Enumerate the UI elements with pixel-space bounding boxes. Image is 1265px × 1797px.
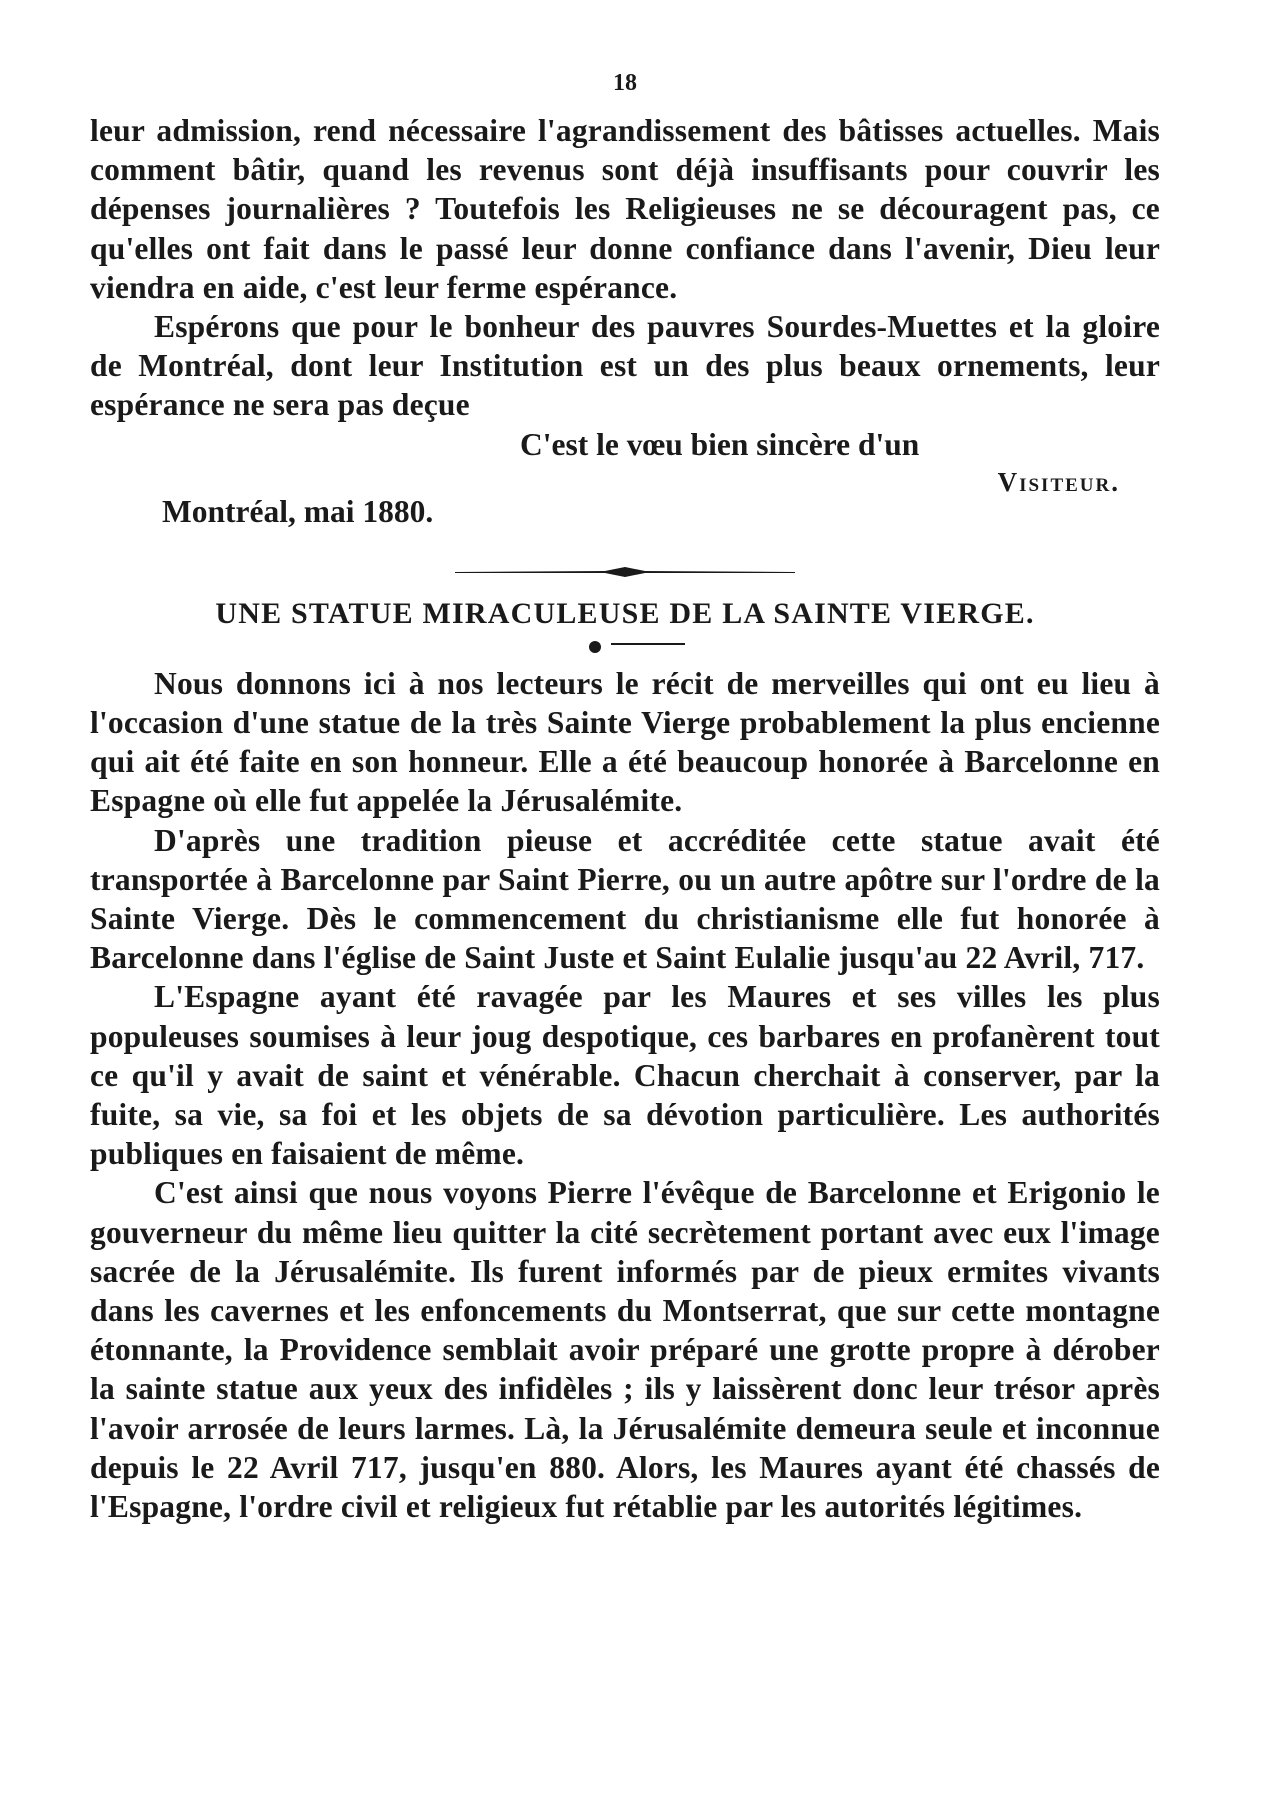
signature: Visiteur.	[997, 466, 1120, 497]
paragraph-moors: L'Espagne ayant été ravagée par les Maures et ses villes les plus populeuses soumises à leur joug despotique, ces barbares en profanèrent tout ce qu'il y avait de saint et vénérable. Chacun cherchait à conserver, par la fuite, sa vie, sa foi et les objets de sa dévotion particulière. Les authorités publiques en faisaient de même.	[90, 979, 1160, 1172]
closing-line: C'est le vœu bien sincère d'un	[520, 426, 920, 462]
paragraph-continued: leur admission, rend nécessaire l'agrandissement des bâtisses actuelles. Mais comment bâtir, quand les revenus sont déjà insuffisants pour couvrir les dépenses journalières ? Toutefois les Religieuses ne se découragent pas, ce qu'elles ont fait dans le passé leur donne confiance dans l'avenir, Dieu leur viendra en aide, c'est leur ferme espérance.	[90, 113, 1160, 305]
paragraph-tradition: D'après une tradition pieuse et accréditée cette statue avait été transportée à Barcelonne par Saint Pierre, ou un autre apôtre sur l'ordre de la Sainte Vierge. Dès le commencement du christianisme elle fut honorée à Barcelonne dans l'église de Saint Juste et Saint Eulalie jusqu'au 22 Avril, 717.	[90, 822, 1160, 976]
paragraph-intro: Nous donnons ici à nos lecteurs le récit de merveilles qui ont eu lieu à l'occasion d'une statue de la très Sainte Vierge probablement la plus encienne qui ait été faite en son honneur. Elle a été beaucoup honorée à Barcelonne en Espagne où elle fut appelée la Jérusalémite.	[90, 665, 1160, 819]
document-page	[90, 70, 1160, 1750]
dateline: Montréal, mai 1880.	[162, 493, 434, 529]
paragraph-hope: Espérons que pour le bonheur des pauvres Sourdes-Muettes et la gloire de Montréal, dont leur Institution est un des plus beaux ornements, leur espérance ne sera pas deçue	[90, 309, 1160, 423]
paragraph-montserrat: C'est ainsi que nous voyons Pierre l'évêque de Barcelonne et Erigonio le gouverneur du même lieu quitter la cité secrètement portant avec eux l'image sacrée de la Jérusalémite. Ils furent informés par de pieux ermites vivants dans les cavernes et les enfoncements du Montserrat, que sur cette montagne étonnante, la Providence semblait avoir préparé une grotte propre à dérober la sainte statue aux yeux des infidèles ; ils y laissèrent donc leur trésor après l'avoir arrosée de leurs larmes. Là, la Jérusalémite demeura seule et inconnue depuis le 22 Avril 717, jusqu'en 880. Alors, les Maures ayant été chassés de l'Espagne, l'ordre civil et religieux fut rétablie par les autorités légitimes.	[90, 1175, 1160, 1525]
ornamental-divider	[455, 564, 795, 580]
title-rule	[565, 640, 685, 654]
page-number: 18	[613, 70, 637, 96]
section-title: UNE STATUE MIRACULEUSE DE LA SAINTE VIERGE.	[215, 596, 1035, 630]
